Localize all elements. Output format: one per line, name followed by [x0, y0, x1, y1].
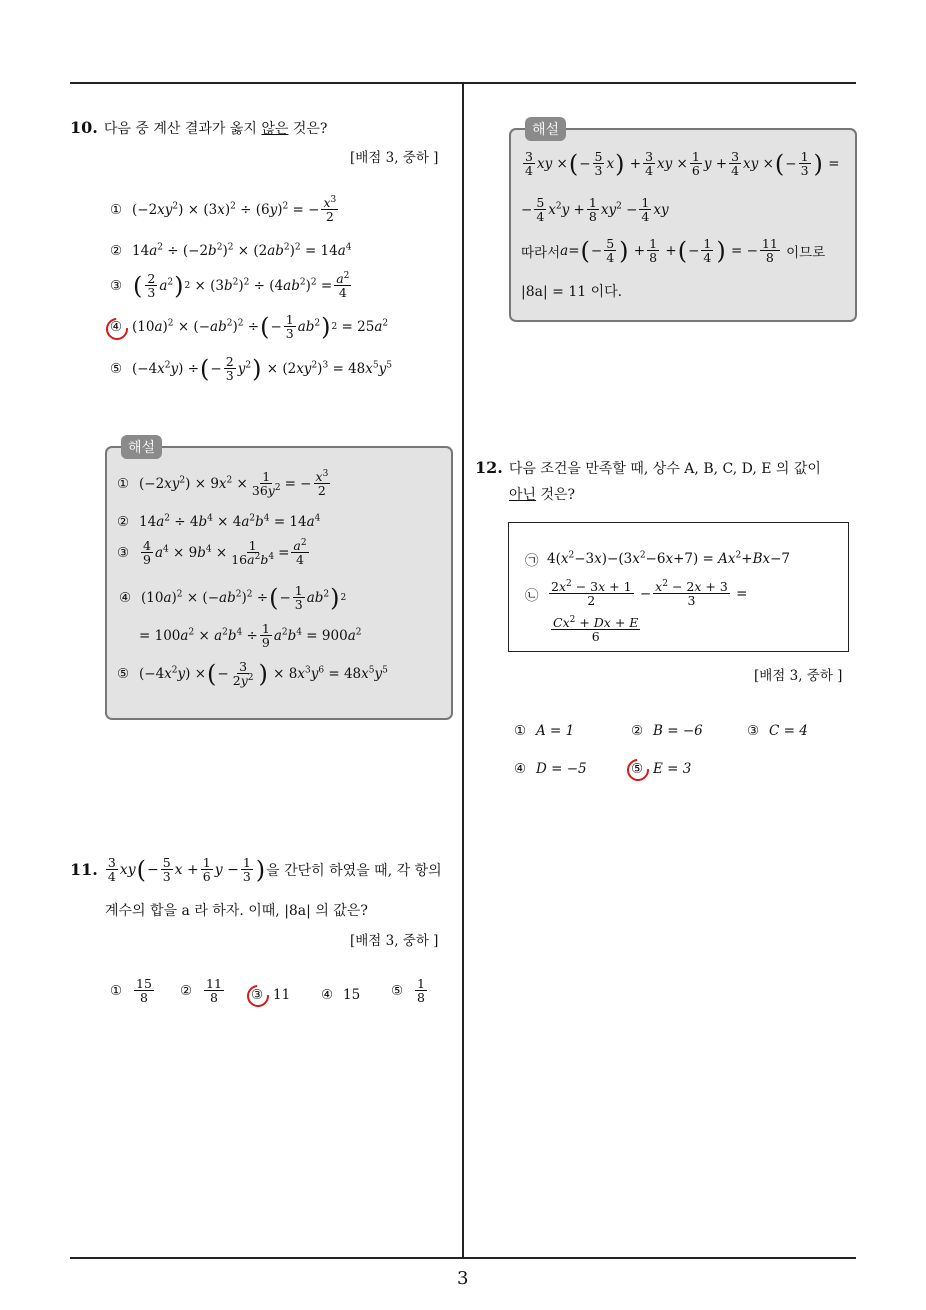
- q11-option-4[interactable]: ④ 15: [321, 987, 361, 1003]
- q11-answer-mark: [243, 981, 274, 1012]
- q12-meta: [배점 3, 중하 ]: [754, 668, 843, 684]
- q10-sol-line-5: ⑤ $(-4x^2y)$ × ( − $\frac{3}{2y^2}$ ) × $8x^3y^6 = 48x^5y^5$: [117, 659, 388, 688]
- q11-sol-line-2: − $\frac{5}{4}$ $x^2y$ + $\frac{1}{8}$ $xy^2$ − $\frac{1}{4}$ xy: [521, 195, 669, 224]
- q12-condition-2: ㉡ $\frac{2x^2 - 3x + 1}{2}$ − $\frac{x^2 - 2x + 3}{3}$ =: [525, 578, 748, 608]
- q10-meta: [배점 3, 중하 ]: [350, 150, 439, 166]
- q10-solution-tag: 해설: [121, 435, 162, 459]
- q12-option-1[interactable]: ① A = 1: [514, 723, 575, 739]
- column-divider: [462, 82, 464, 1258]
- q10-sol-line-2: ② $14a^2 \div 4b^4 \times 4a^2b^4 = 14a^4$: [117, 513, 321, 530]
- q10-sol-line-4b: = $100a^2 \times a^2b^4$ ÷ $\frac{1}{9}$ $a^2b^4 = 900a^2$: [139, 621, 362, 650]
- q10-option-2[interactable]: ② $14a^2 \div (-2b^2)^2 \times (2ab^2)^2 = 14a^4$: [110, 242, 352, 259]
- q11-option-2[interactable]: ② $\frac{11}{8}$: [180, 976, 222, 1005]
- q12-emphasis: 아닌: [509, 487, 537, 503]
- q10-option-1[interactable]: ① $(-2xy^2) \times (3x)^2 \div (6y)^2$ = − $\frac{x^3}{2}$: [110, 194, 337, 224]
- q12-option-3[interactable]: ③ C = 4: [747, 723, 808, 739]
- q11-option-5[interactable]: ⑤ $\frac{1}{8}$: [391, 976, 425, 1005]
- q12-answer-mark: [623, 755, 654, 786]
- q10-sol-line-4: ④ $(10a)^2 \times (-ab^2)^2$ ÷ ( − $\frac{1}{3}$ $ab^2$ ) 2: [119, 583, 347, 612]
- q12-number: 12.: [475, 458, 503, 477]
- q11-stem-line2: 계수의 합을 a 라 하자. 이때, |8a| 의 값은?: [105, 903, 368, 919]
- q10-stem: 10. 다음 중 계산 결과가 옳지 않은 것은?: [70, 118, 328, 137]
- q12-option-5[interactable]: ⑤ E = 3: [631, 761, 692, 777]
- page-number: 3: [457, 1268, 469, 1289]
- q10-number: 10.: [70, 118, 98, 137]
- q11-option-1[interactable]: ① $\frac{15}{8}$: [110, 976, 152, 1005]
- q11-sol-line-4: |8a| = 11 이다.: [521, 284, 623, 300]
- q12-condition-1: ㉠ $4(x^2-3x)-(3x^2-6x+7) = Ax^2+Bx-7$: [525, 550, 791, 569]
- q12-stem: 12. 다음 조건을 만족할 때, 상수 A, B, C, D, E 의 값이: [475, 458, 821, 477]
- q11-option-3[interactable]: ③ 11: [251, 987, 291, 1003]
- q10-option-4[interactable]: ④ $(10a)^2 \times (-ab^2)^2$ ÷ ( − $\frac{1}{3}$ $ab^2$ ) 2 = $25a^2$: [110, 312, 389, 341]
- q12-option-2[interactable]: ② B = −6: [631, 723, 703, 739]
- bottom-rule: [70, 1257, 856, 1259]
- q12-stem-line2: 아닌 것은?: [509, 487, 576, 503]
- q10-sol-line-3: ③ $\frac{4}{9}$ $a^4 \times 9b^4$ × $\frac{1}{16a^2b^4}$ = $\frac{a^2}{4}$: [117, 537, 307, 567]
- q10-sol-line-1: ① $(-2xy^2) \times 9x^2$ × $\frac{1}{36y^2}$ = − $\frac{x^3}{2}$: [117, 468, 329, 498]
- q10-option-3[interactable]: ③ ( $\frac{2}{3}$ $a^2$ ) 2 × $(3b^2)^2 \div (4ab^2)^2$ = $\frac{a^2}{4}$: [110, 270, 350, 300]
- q12-condition-2b: $\frac{Cx^2 + Dx + E}{6}$: [553, 614, 639, 644]
- q11-solution-tag: 해설: [525, 117, 566, 141]
- q11-meta: [배점 3, 중하 ]: [350, 933, 439, 949]
- q10-option-5[interactable]: ⑤ $(-4x^2y)$ ÷ ( − $\frac{2}{3}$ $y^2$ ) × $(2xy^2)^3 = 48x^5y^5$: [110, 354, 392, 383]
- q12-option-4[interactable]: ④ D = −5: [514, 761, 587, 777]
- q11-stem: 11. $\frac{3}{4}$ xy ( − $\frac{5}{3}$ x + $\frac{1}{6}$ y − $\frac{1}{3}$ ) 을 간단히 하였을 때, 각 항의: [70, 855, 442, 884]
- q11-number: 11.: [70, 860, 98, 879]
- q10-emphasis: 않은: [261, 121, 289, 137]
- q11-sol-line-1: $\frac{3}{4}$ xy × ( − $\frac{5}{3}$ x ) + $\frac{3}{4}$ xy × $\frac{1}{6}$ y + $\frac{3}{4}$ xy × ( − $\frac{1}{3}$ ) =: [525, 149, 840, 178]
- q11-sol-line-3: 따라서 a= ( − $\frac{5}{4}$ ) + $\frac{1}{8}$ + ( − $\frac{1}{4}$ ) = − $\frac{11}{8}$ 이므로: [521, 236, 826, 265]
